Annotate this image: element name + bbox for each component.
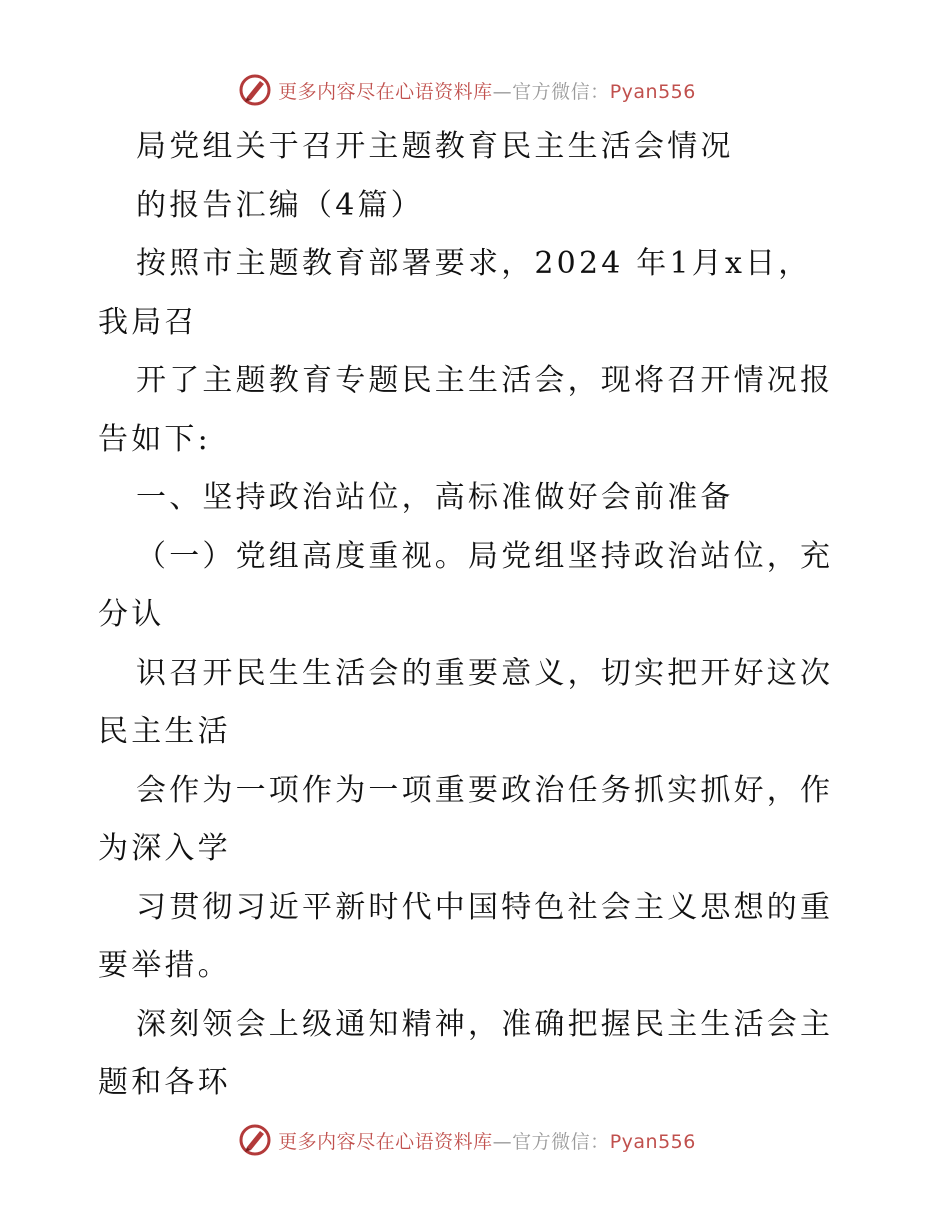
document-body [98, 118, 858, 1113]
footer-watermark [0, 1120, 950, 1160]
paragraph-line: 告如下: [98, 421, 211, 457]
paragraph-line: 识召开民生生活会的重要意义，切实把开好这次 [136, 655, 834, 691]
header-watermark [0, 70, 950, 110]
logo-icon [238, 73, 272, 107]
banner-label: 官方微信： [512, 80, 610, 103]
paragraph-line: 题和各环 [98, 1065, 231, 1100]
banner-label: 官方微信： [512, 1130, 610, 1153]
paragraph-line: （一）党组高度重视。局党组坚持政治站位，充 [136, 538, 834, 574]
paragraph-line: 我局召 [98, 304, 198, 340]
paragraph-line: 开了主题教育专题民主生活会，现将召开情况报 [136, 363, 834, 398]
banner-main-text: 更多内容尽在心语资料库 [278, 1130, 493, 1153]
banner-dash: — [492, 80, 513, 103]
paragraph-line: 要举措。 [98, 948, 231, 983]
banner-wechat-id: Pyan556 [609, 80, 696, 103]
paragraph-line: 按照市主题教育部署要求，2024 年1月x日， [136, 246, 812, 281]
paragraph-line: 为深入学 [98, 831, 231, 866]
paragraph-line: 分认 [98, 597, 165, 632]
section-heading: 一、坚持政治站位，高标准做好会前准备 [136, 480, 734, 515]
paragraph-line: 习贯彻习近平新时代中国特色社会主义思想的重 [136, 889, 834, 925]
paragraph-line: 民主生活 [98, 714, 231, 749]
banner-main-text: 更多内容尽在心语资料库 [278, 80, 493, 103]
banner-wechat-id: Pyan556 [609, 1130, 696, 1153]
doc-title-line-1: 局党组关于召开主题教育民主生活会情况 [136, 129, 734, 164]
logo-icon [238, 1123, 272, 1157]
banner-dash: — [492, 1130, 513, 1153]
doc-title-line-2: 的报告汇编（4篇） [136, 187, 424, 223]
paragraph-line: 会作为一项作为一项重要政治任务抓实抓好，作 [136, 772, 834, 808]
paragraph-line: 深刻领会上级通知精神，准确把握民主生活会主 [136, 1006, 834, 1042]
